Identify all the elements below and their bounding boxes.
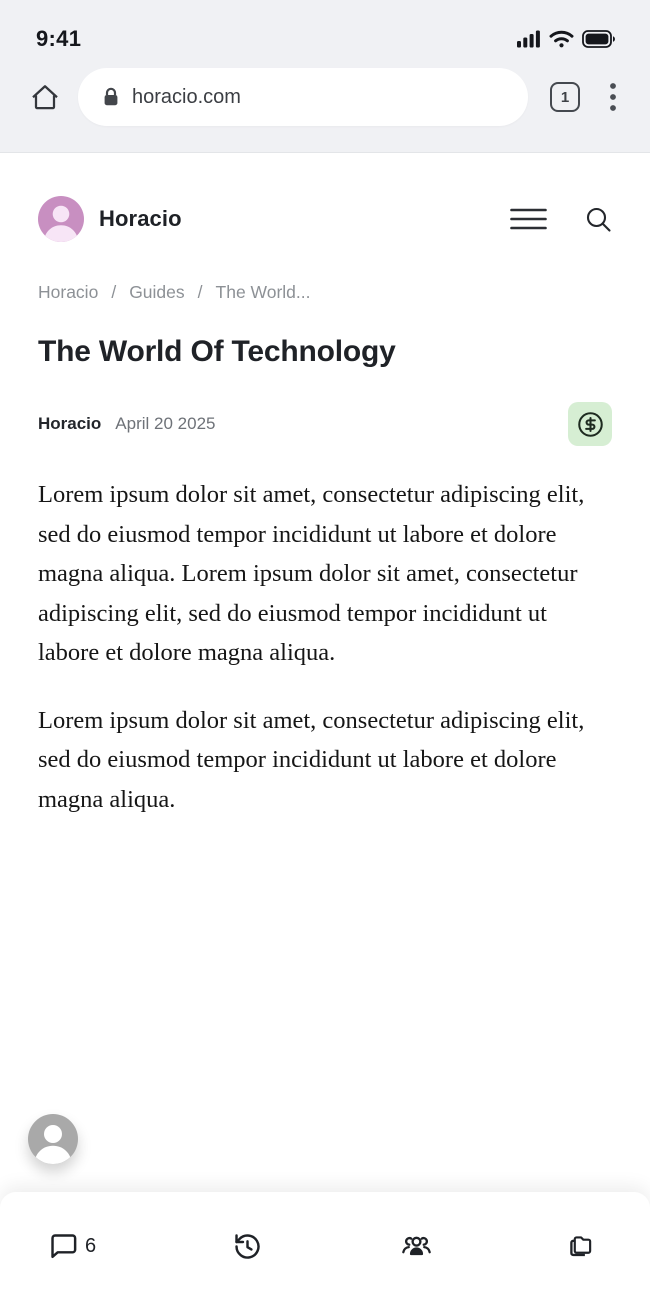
breadcrumb-separator: / [197,282,203,302]
users-icon [400,1231,433,1262]
history-icon [232,1231,263,1262]
brand-name[interactable]: Horacio [99,206,182,231]
wifi-icon [549,30,574,48]
copy-icon [569,1231,600,1262]
tab-count: 1 [560,88,570,106]
signal-icon [517,30,541,48]
person-avatar-icon [28,1114,78,1164]
publish-date: April 20 2025 [115,414,216,433]
hamburger-icon[interactable] [510,207,547,231]
status-bar [0,0,650,56]
user-avatar[interactable] [28,1114,78,1164]
browser-chrome [0,0,650,153]
breadcrumb [38,282,612,303]
dollar-circle-icon [576,410,605,439]
breadcrumb-item-home[interactable]: Horacio [38,282,99,302]
tab-switcher-button[interactable] [550,82,580,112]
comment-icon [48,1231,79,1262]
brand-avatar[interactable] [38,196,84,242]
address-bar[interactable] [78,68,528,126]
status-icons [517,30,616,48]
paragraph: Lorem ipsum dolor sit amet, consectetur adipiscing elit, sed do eiusmod tempor incididunt ut labore et dolore magna aliqua. Lorem ipsum dolor sit amet, consectetur adipiscing elit, sed do eiusmod tempor incididunt ut labore et dolore magna aliqua. [38,481,585,666]
article-title: The World Of Technology [38,335,396,368]
author-name: Horacio [38,414,102,433]
breadcrumb-separator: / [111,282,117,302]
bottom-action-bar [0,1192,650,1300]
paragraph: Lorem ipsum dolor sit amet, consectetur adipiscing elit, sed do eiusmod tempor incididunt ut labore et dolore magna aliqua. [38,706,585,813]
comments-button[interactable] [48,1231,96,1262]
browser-toolbar [0,56,650,138]
article-byline [38,402,612,446]
history-button[interactable] [232,1231,263,1262]
clock-time: 9:41 [36,26,82,51]
lock-icon [102,87,120,107]
paid-content-badge[interactable] [568,402,612,446]
copy-button[interactable] [569,1231,600,1262]
header-actions [510,206,612,233]
person-avatar-icon [38,196,84,242]
home-button[interactable] [28,80,62,114]
search-icon[interactable] [585,206,612,233]
breadcrumb-item-current: The World... [215,282,311,302]
breadcrumb-item-guides[interactable]: Guides [129,282,185,302]
battery-icon [582,30,616,48]
article-body [38,475,612,819]
comments-count: 6 [85,1234,97,1257]
community-button[interactable] [400,1231,433,1262]
url-text: horacio.com [132,85,241,108]
kebab-menu-icon[interactable] [598,80,628,114]
site-header [38,196,612,242]
page-content [0,154,650,819]
